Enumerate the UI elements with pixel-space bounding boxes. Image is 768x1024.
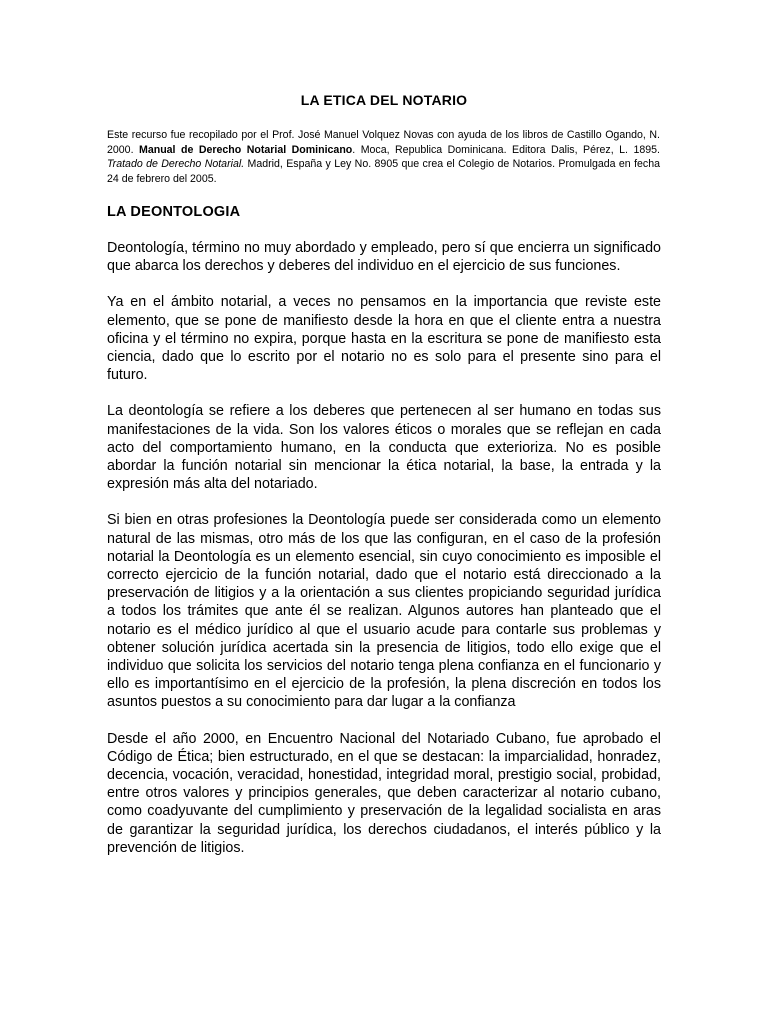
paragraph-4: Si bien en otras profesiones la Deontología puede ser considerada como un elemento natural de las mismas, otro más de los que las configuran, en el caso de la profesión notarial la Deontología es un elemento esencial, sin cuyo conocimiento es imposible el correcto ejercicio de la función notarial, dado que el notario está direccionado a la preservación de litigios y a la orientación a sus clientes propiciando seguridad jurídica a todos los trámites que ante él se realizan. Algunos autores han planteado que el notario es el médico jurídico al que el usuario acude para contarle sus problemas y obtener solución jurídica acertada sin la presencia de litigios, todo ello exige que el individuo que solicita los servicios del notario tenga plena confianza en el funcionario y ello es importantísimo en el ejercicio de la profesión, la plena discreción en todos los asuntos puestos a su conocimiento para dar lugar a la confianza: [107, 512, 661, 711]
document-title: LA ETICA DEL NOTARIO: [300, 92, 468, 108]
paragraph-1: Deontología, término no muy abordado y empleado, pero sí que encierra un significado que abarca los derechos y deberes del individuo en el ejercicio de sus funciones.: [107, 240, 661, 275]
citation-book-2: Tratado de Derecho Notarial.: [107, 158, 245, 171]
citation-end: Madrid, España y Ley No. 8905 que crea el Colegio de Notarios. Promulgada en fecha 24 de febrero del 2005.: [107, 158, 660, 185]
body-text: [107, 239, 661, 875]
citation-intro: Este recurso fue recopilado por el Prof. José Manuel Volquez Novas con ayuda de los libros de Castillo Ogando, N. 2000.: [107, 129, 660, 156]
paragraph-3: La deontología se refiere a los deberes que pertenecen al ser humano en todas sus manifestaciones de la vida. Son los valores éticos o morales que se reflejan en cada acto del comportamiento humano, en la conducta que exterioriza. No es posible abordar la función notarial sin mencionar la ética notarial, la base, la entrada y la expresión más alta del notariado.: [107, 403, 661, 493]
source-citation: [107, 128, 660, 186]
citation-middle: . Moca, Republica Dominicana. Editora Dalis, Pérez, L. 1895.: [352, 143, 660, 156]
paragraph-2: Ya en el ámbito notarial, a veces no pensamos en la importancia que reviste este elemento, que se pone de manifiesto desde la hora en que el cliente entra a nuestra oficina y el término no expira, porque hasta en la escritura se pone de manifiesto esta ciencia, dado que lo escrito por el notario no es solo para el presente sino para el futuro.: [107, 294, 661, 384]
paragraph-5: Desde el año 2000, en Encuentro Nacional del Notariado Cubano, fue aprobado el Código de Ética; bien estructurado, en el que se destacan: la imparcialidad, honradez, decencia, vocación, veracidad, honestidad, integridad moral, prestigio social, probidad, entre otros valores y principios generales, que deben caracterizar al notario cubano, como coadyuvante del cumplimiento y preservación de la legalidad socialista en aras de garantizar la seguridad jurídica, los derechos ciudadanos, el interés público y la prevención de litigios.: [107, 730, 661, 856]
citation-book-1: Manual de Derecho Notarial Dominicano: [139, 143, 353, 156]
section-heading: LA DEONTOLOGIA: [107, 204, 241, 220]
